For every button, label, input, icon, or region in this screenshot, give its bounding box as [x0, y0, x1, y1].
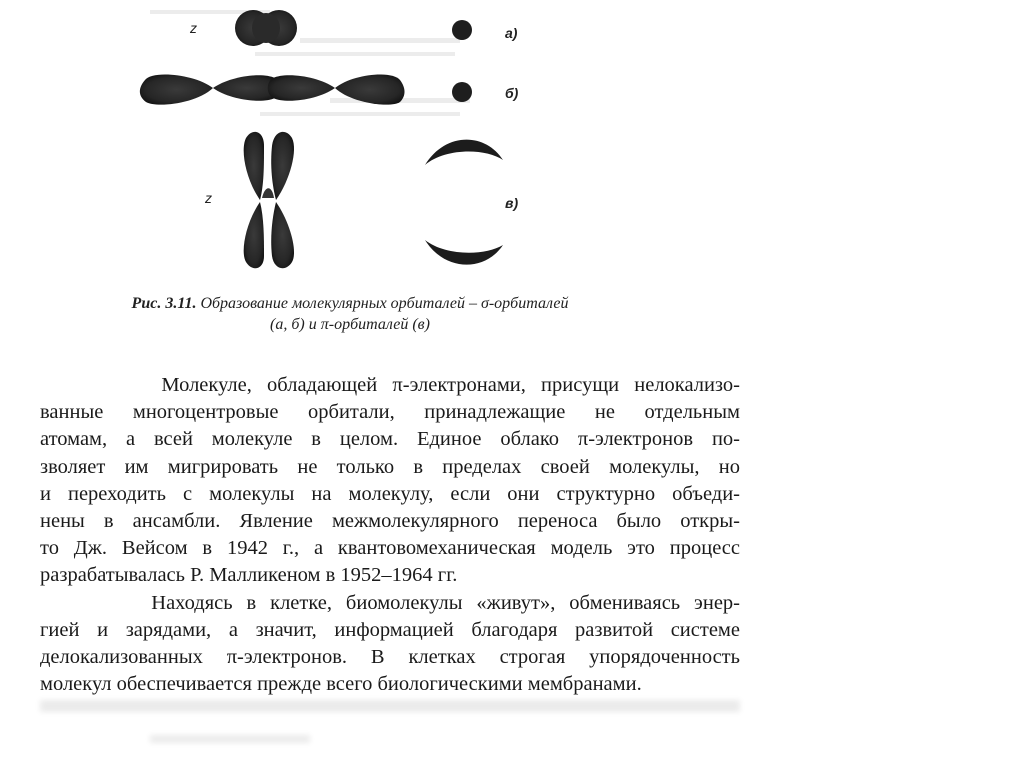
body-line: молекул обеспечивается прежде всего биологическими мембранами.: [40, 673, 642, 696]
body-line: делокализованных π-электронов. В клетках строгая упорядоченность: [40, 645, 740, 668]
caption-line-2: (а, б) и π-орбиталей (в): [270, 316, 430, 333]
bleed-through-ghost: [150, 10, 470, 116]
caption-text-1: Образование молекулярных орбиталей – σ-орбиталей: [200, 295, 569, 312]
orbital-figure-svg: [0, 0, 1024, 290]
pi-pp-orbital: [244, 132, 294, 268]
figure-caption: [40, 293, 660, 335]
panel-label-c: в): [505, 195, 519, 211]
panel-label-a: а): [505, 25, 518, 41]
panel-label-b: б): [505, 85, 519, 101]
sigma-ss-orbital: [235, 10, 297, 46]
sigma-ss-top-view: [452, 20, 472, 40]
body-line: то Дж. Вейсом в 1942 г., а квантовомеханическая модель это процесс: [40, 537, 740, 560]
caption-figure-number: Рис. 3.11.: [131, 295, 197, 312]
body-line: разрабатывалась Р. Малликеном в 1952–1964 гг.: [40, 564, 458, 587]
body-line: атомам, а всей молекуле в целом. Единое облако π-электронов по-: [40, 428, 740, 451]
body-line: Находясь в клетке, биомолекулы «живут», обмениваясь энер-: [40, 591, 740, 614]
pi-top-view: [425, 140, 503, 265]
axis-label-z-bottom: z: [205, 190, 212, 206]
scan-smudge: [40, 700, 740, 712]
axis-label-z-top: z: [190, 20, 197, 36]
body-line: Молекуле, обладающей π-электронами, присущи нелокализо-: [40, 374, 740, 396]
body-line: зволяет им мигрировать не только в пределах своей молекулы, но: [40, 455, 740, 478]
body-line: и переходить с молекулы на молекулу, если они структурно объеди-: [40, 482, 740, 505]
scan-smudge: [150, 735, 310, 743]
body-line: гией и зарядами, а значит, информацией благодаря развитой системе: [40, 618, 740, 641]
caption-line-1: [40, 293, 660, 314]
orbital-figure: [0, 0, 1024, 290]
body-line: ванные многоцентровые орбитали, принадлежащие не отдельным: [40, 401, 740, 424]
sigma-pp-orbital: [140, 74, 405, 104]
body-line: нены в ансамбли. Явление межмолекулярного переноса было откры-: [40, 509, 740, 532]
sigma-pp-top-view: [452, 82, 472, 102]
body-text: [40, 372, 740, 698]
